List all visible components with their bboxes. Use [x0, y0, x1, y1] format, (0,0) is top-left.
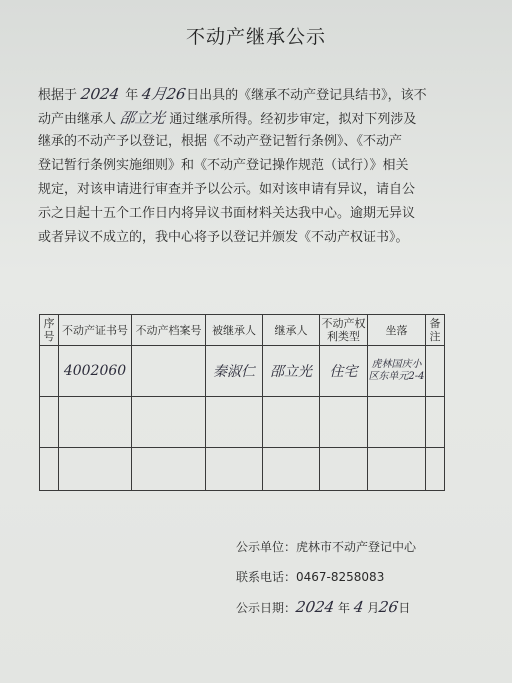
header-archive-no: 不动产档案号: [132, 315, 206, 346]
handwritten-month-day: 4月26: [141, 85, 188, 103]
body-line-7: 或者异议不成立的，我中心将予以登记并颁发《不动产权证书》。: [38, 230, 409, 245]
footer-date: [236, 595, 416, 625]
body-line-1: [38, 82, 438, 106]
handwritten-heir: 邵立光: [270, 364, 312, 380]
handwritten-date-month: 4: [352, 598, 365, 616]
date-month-unit: 月: [367, 601, 380, 615]
handwritten-date-day: 26: [378, 598, 400, 616]
body-text: 日出具的《继承不动产登记具结书》，该不: [186, 88, 427, 103]
cell-seq: [40, 346, 59, 397]
notice-body: [38, 82, 438, 250]
unit-label: 公示单位：: [236, 540, 297, 554]
notice-footer: [236, 535, 416, 625]
body-line-6: 示之日起十五个工作日内将异议书面材料关达我中心。逾期无异议: [38, 206, 416, 221]
cell-location: [368, 346, 426, 397]
handwritten-date-year: 2024: [294, 598, 336, 616]
body-line-3: 继承的不动产予以登记，根据《不动产登记暂行条例》、《不动产: [38, 134, 403, 149]
footer-phone: [236, 565, 416, 595]
cell-archive-no: [132, 346, 206, 397]
header-remark: 备注: [426, 315, 445, 346]
body-text: 通过继承所得。经初步审定，拟对下列涉及: [169, 112, 417, 127]
handwritten-location: 虎林国庆小区东单元2-4: [368, 359, 425, 382]
body-text: 动产由继承人: [38, 112, 117, 127]
footer-unit: [236, 535, 416, 565]
header-cert-no: 不动产证书号: [59, 315, 132, 346]
unit-value: 虎林市不动产登记中心: [296, 540, 417, 554]
cell-remark: [426, 346, 445, 397]
table-row: [40, 346, 445, 397]
date-day-unit: 日: [398, 601, 411, 615]
cell-decedent: [206, 346, 263, 397]
cell-right-type: [320, 346, 368, 397]
table-row: [40, 397, 445, 448]
table-header-row: [40, 315, 445, 346]
body-text: 根据于: [38, 88, 78, 103]
handwritten-heir-name: 邵立光: [118, 109, 167, 127]
header-heir: 继承人: [263, 315, 320, 346]
handwritten-right-type: 住宅: [329, 364, 358, 380]
cell-heir: [263, 346, 320, 397]
date-label: 公示日期：: [236, 601, 297, 615]
handwritten-decedent: 秦淑仁: [213, 364, 255, 380]
table-row: [40, 448, 445, 491]
phone-value: 0467-8258083: [296, 570, 385, 584]
body-line-2: [38, 106, 438, 130]
page-title: 不动产继承公示: [185, 26, 326, 48]
phone-label: 联系电话：: [236, 570, 297, 584]
header-decedent: 被继承人: [206, 315, 263, 346]
cell-cert-no: [59, 346, 132, 397]
header-right-type: 不动产权利类型: [320, 315, 368, 346]
date-year-unit: 年: [338, 601, 351, 615]
body-line-5: 规定，对该申请进行审查并予以公示。如对该申请有异议，请自公: [38, 182, 416, 197]
body-line-4: 登记暂行条例实施细则》和《不动产登记操作规范（试行）》相关: [38, 158, 409, 173]
handwritten-cert-no: 4002060: [63, 363, 127, 379]
handwritten-year: 2024: [79, 85, 121, 103]
header-location: 坐落: [368, 315, 426, 346]
header-seq: 序号: [40, 315, 59, 346]
body-text: 年: [125, 88, 139, 103]
property-table: [39, 314, 445, 491]
